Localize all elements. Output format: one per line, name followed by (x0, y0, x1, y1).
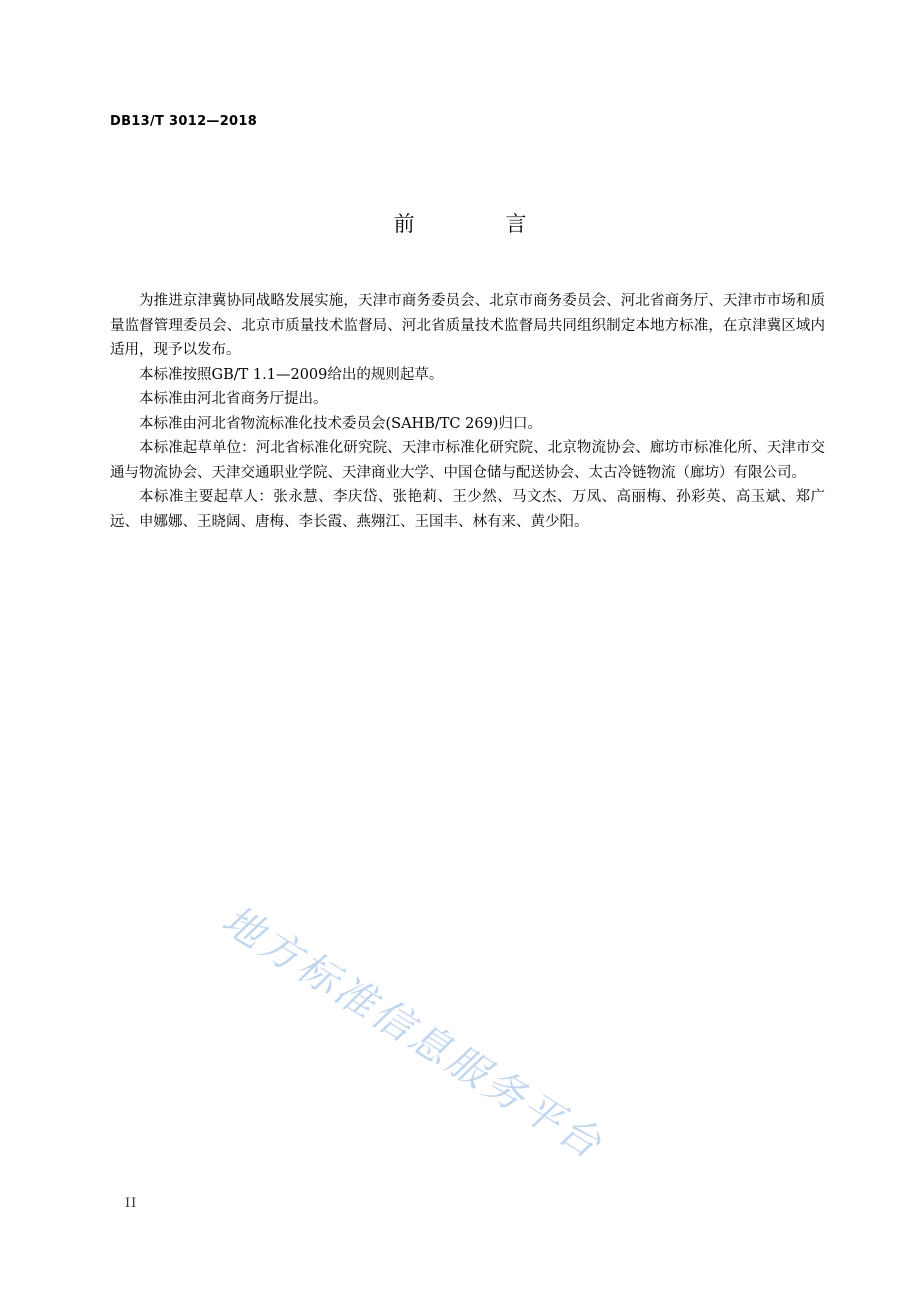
watermark: 地方标准信息服务平台 (213, 896, 612, 1170)
paragraph: 本标准起草单位：河北省标准化研究院、天津市标准化研究院、北京物流协会、廊坊市标准化所、天津市交通与物流协会、天津交通职业学院、天津商业大学、中国仓储与配送协会、太古冷链物流（廊坊）有限公司。 (110, 440, 825, 481)
paragraph: 为推进京津冀协同战略发展实施，天津市商务委员会、北京市商务委员会、河北省商务厅、天津市市场和质量监督管理委员会、北京市质量技术监督局、河北省质量技术监督局共同组织制定本地方标准，在京津冀区域内适用，现予以发布。 (110, 293, 825, 358)
page-number: II (125, 1196, 138, 1211)
paragraph: 本标准主要起草人：张永慧、李庆岱、张艳莉、王少然、马文杰、万凤、高丽梅、孙彩英、高玉斌、郑广远、申娜娜、王晓阔、唐梅、李长霞、燕翙江、王国丰、林有来、黄少阳。 (110, 489, 825, 530)
paragraph: 本标准由河北省商务厅提出。 (139, 391, 328, 407)
page-title: 前 言 (393, 212, 569, 236)
document-code: DB13/T 3012—2018 (110, 114, 258, 129)
paragraph: 本标准按照GB/T 1.1—2009给出的规则起草。 (139, 366, 444, 383)
paragraph: 本标准由河北省物流标准化技术委员会(SAHB/TC 269)归口。 (139, 415, 542, 432)
document-body (110, 289, 825, 534)
